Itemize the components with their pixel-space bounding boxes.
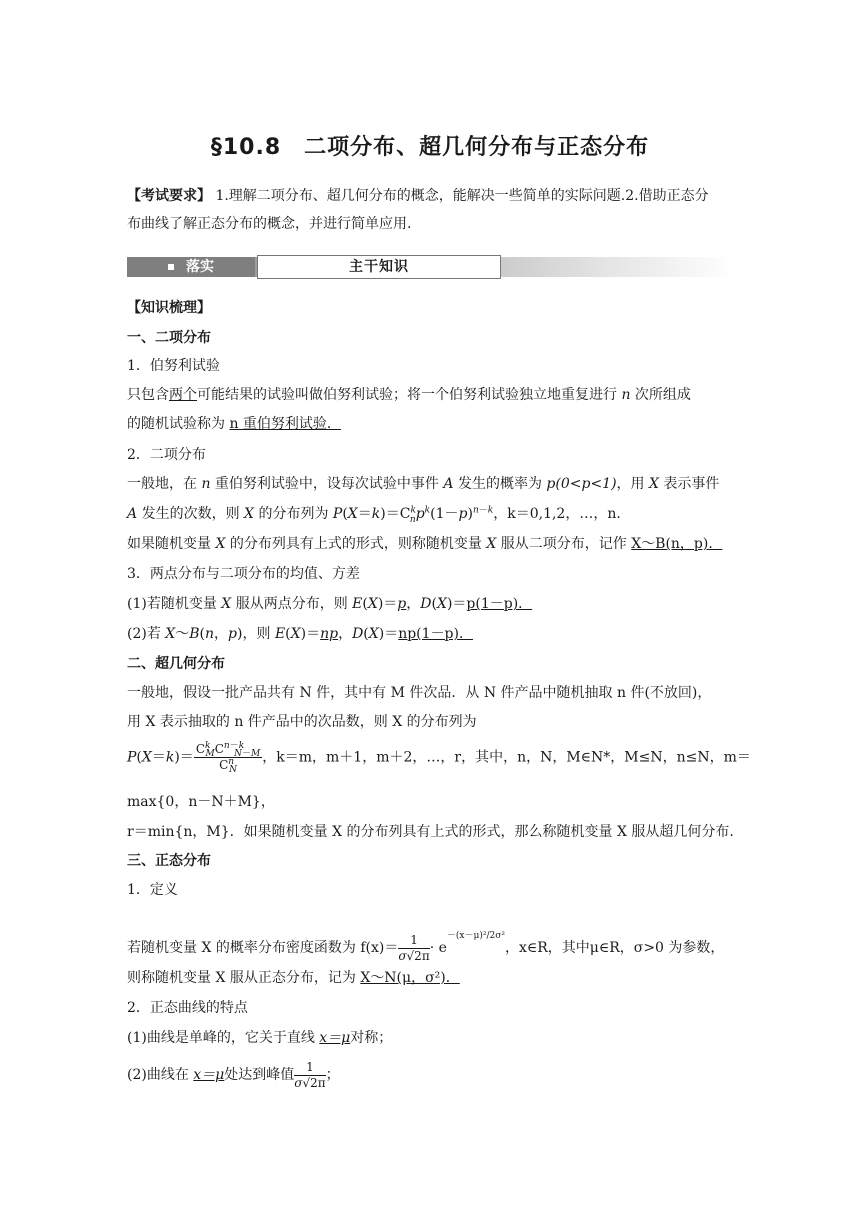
page-title: §10.8 二项分布、超几何分布与正态分布 — [210, 135, 650, 160]
requirement-text-2: 布曲线了解正态分布的概念，并进行简单应用. — [127, 216, 412, 232]
sec2-line3: P(X＝k)＝ $\frac{C^k_MC^{n-k}_{N-M}}{C^n_N}$ ，k＝m，m＋1，m＋2，…，r，其中，n，N，M∈N*，M≤N，n≤N，m＝ — [127, 741, 751, 776]
sec1-sub1: 1．伯努利试验 — [127, 358, 220, 374]
sec2-line1: 一般地，假设一批产品共有 N 件，其中有 M 件次品．从 N 件产品中随机抽取 n 件(不放回)， — [127, 685, 712, 701]
sec1-sub2: 2．二项分布 — [127, 447, 206, 463]
square-bullet-icon — [168, 264, 174, 270]
sec1-line5: 如果随机变量 X 的分布列具有上式的形式，则称随机变量 X 服从二项分布，记作 X～B(n，p)． — [127, 536, 723, 552]
sec2-line4: max{0，n－N＋M}， — [127, 794, 275, 810]
sec3-line1: 若随机变量 X 的概率分布密度函数为 f(x)＝ $\frac{1}{\sigma√2\pi}$ · $e^{-(x-\mu)^2/2\sigma^2}$，x∈R，其中μ∈R，σ>0 为参数， — [127, 931, 725, 963]
requirement-label: 【考试要求】 — [127, 188, 211, 204]
sec3-line4: (2)曲线在 x＝μ处达到峰值 $\frac{1}{\sigma√2\pi}$ ； — [127, 1059, 340, 1090]
sec1-sub3: 3．两点分布与二项分布的均值、方差 — [127, 566, 360, 582]
sec2-line5: r＝min{n，M}．如果随机变量 X 的分布列具有上式的形式，那么称随机变量 X 服从超几何分布. — [127, 824, 734, 840]
sec2-line2: 用 X 表示抽取的 n 件产品中的次品数，则 X 的分布列为 — [127, 714, 477, 730]
banner-left — [127, 257, 255, 277]
sec3-sub1: 1．定义 — [127, 882, 178, 898]
sec1-line3: 一般地，在 n 重伯努利试验中，设每次试验中事件 A 发生的概率为 p(0<p<1)，用 X 表示事件 — [127, 476, 720, 492]
sec1-line7: (2)若 X～B(n，p)，则 E(X)＝np，D(X)＝np(1－p)． — [127, 626, 473, 642]
sec3-heading: 三、正态分布 — [127, 853, 211, 869]
sec1-line2: 的随机试验称为 n 重伯努利试验． — [127, 416, 341, 432]
sec1-line1: 只包含两个可能结果的试验叫做伯努利试验；将一个伯努利试验独立地重复进行 n 次所组成 — [127, 387, 691, 403]
banner-right: 主干知识 — [257, 255, 501, 279]
sec3-line2: 则称随机变量 X 服从正态分布，记为 X～N(μ，σ²)． — [127, 970, 460, 986]
peak-value-fraction: $\frac{1}{\sigma√2\pi}$ — [294, 1059, 326, 1090]
sec3-line3: (1)曲线是单峰的，它关于直线 x＝μ对称； — [127, 1030, 393, 1046]
section-banner — [127, 255, 735, 279]
requirement-text-1: 1.理解二项分布、超几何分布的概念，能解决一些简单的实际问题.2.借助正态分 — [215, 188, 709, 204]
hypergeometric-fraction: $\frac{C^k_MC^{n-k}_{N-M}}{C^n_N}$ — [195, 741, 261, 776]
exam-requirement — [127, 182, 735, 238]
sec2-heading: 二、超几何分布 — [127, 656, 225, 672]
banner-left-label: 落实 — [186, 259, 214, 275]
sec1-heading: 一、二项分布 — [127, 330, 211, 346]
sec1-line4: A 发生的次数，则 X 的分布列为 $P(X=k)=C^k_np^k(1-p)^{n-k}$，k＝0,1,2，…，n. — [127, 505, 621, 525]
sec3-sub2: 2．正态曲线的特点 — [127, 1000, 248, 1016]
sec1-line6: (1)若随机变量 X 服从两点分布，则 E(X)＝p，D(X)＝p(1－p)． — [127, 596, 533, 612]
normal-coef-fraction: $\frac{1}{\sigma√2\pi}$ — [398, 932, 430, 963]
knowledge-heading: 【知识梳理】 — [127, 300, 211, 316]
